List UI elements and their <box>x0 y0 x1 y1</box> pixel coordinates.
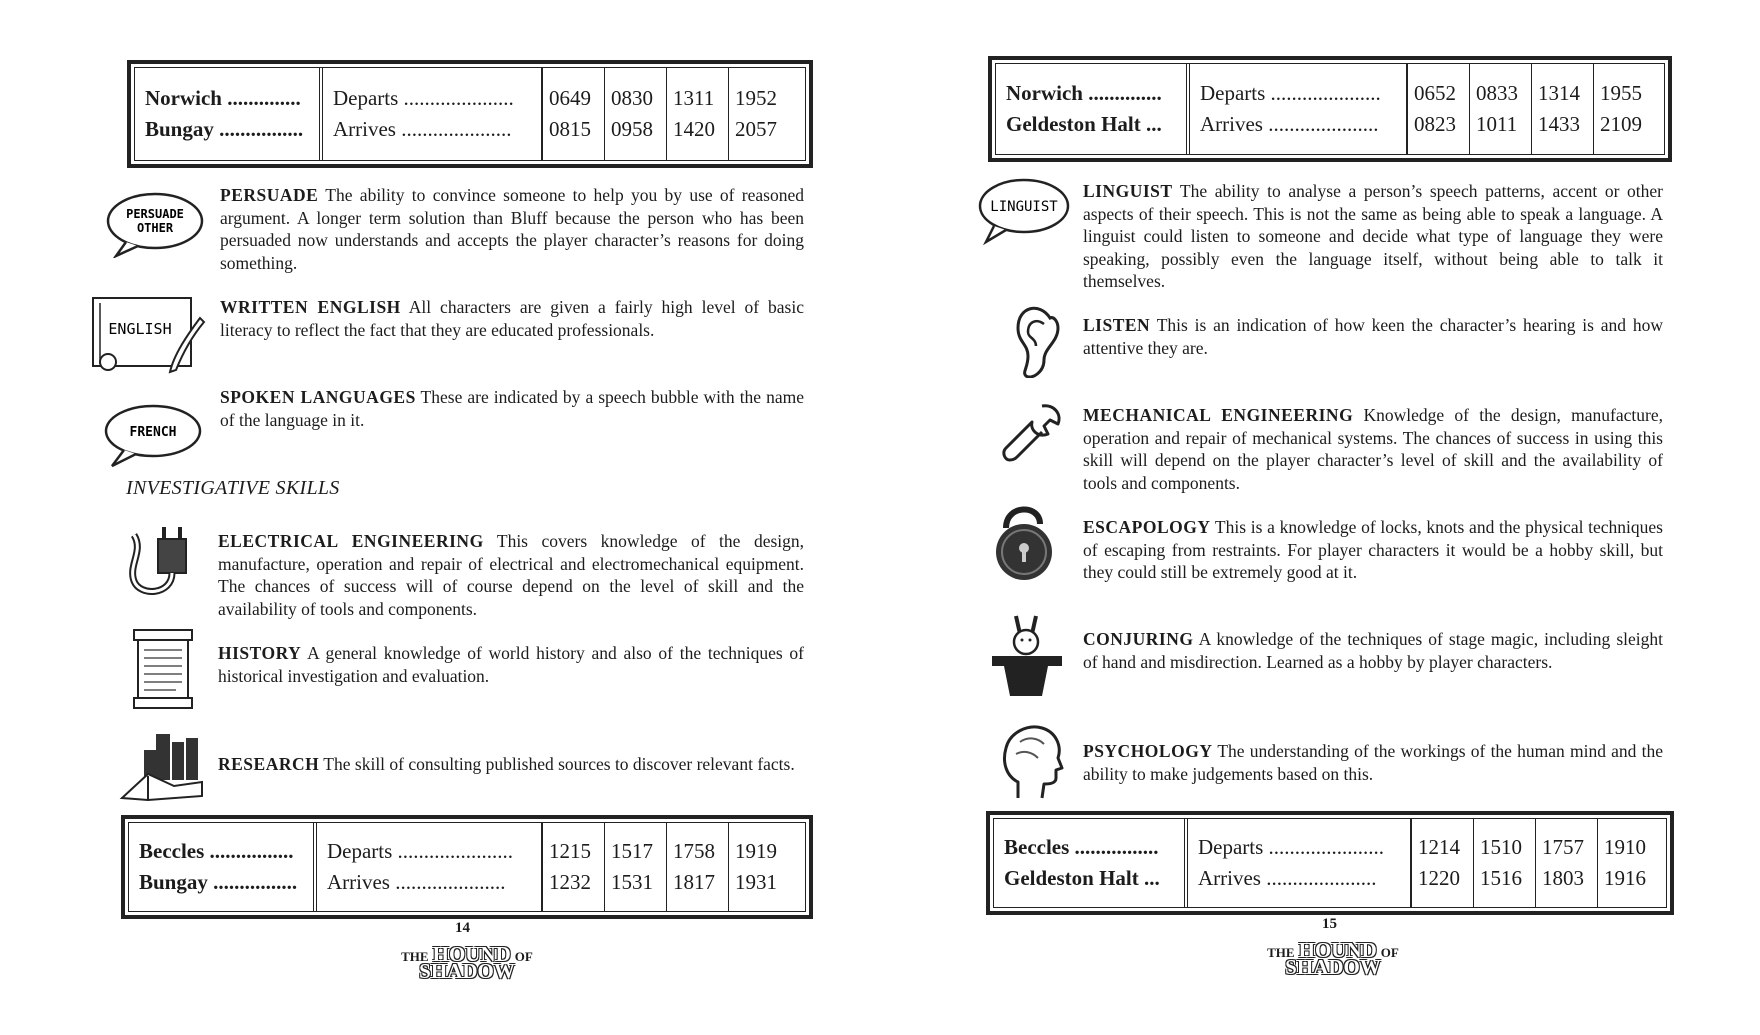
skill-entry-history: HISTORY A general knowledge of world history and also of the techniques of historical investigation and evaluation. <box>218 643 804 686</box>
english-book-quill-icon <box>90 294 208 376</box>
rabbit-in-hat-icon <box>990 612 1064 698</box>
page-number: 14 <box>455 920 470 936</box>
time-column: 1955 2109 <box>1593 64 1662 154</box>
svg-text:OTHER: OTHER <box>136 221 174 235</box>
arrives-label: Arrives ..................... <box>333 117 512 141</box>
timetable-bottom-right <box>986 811 1674 915</box>
skill-entry-persuade: PERSUADE The ability to convince someone to help you by use of reasoned argument. A longer term solution than Bluff because the person who has been persuaded now understands and accepts the player character’s reasons for doing something. <box>220 185 804 273</box>
skill-entry-written-english: WRITTEN ENGLISH All characters are given a fairly high level of basic literacy to reflect the fact that they are educated professionals. <box>220 297 805 340</box>
time-column: 1510 1516 <box>1473 819 1535 907</box>
station-destination: Bungay ................ <box>139 870 298 894</box>
station-destination: Bungay ................ <box>145 117 304 141</box>
hound-of-shadow-logo: THE HOUND OF SHADOW <box>1267 938 1399 979</box>
french-speech-bubble-icon <box>102 402 204 468</box>
departs-label: Departs ..................... <box>333 86 514 110</box>
time-column: 1311 1420 <box>666 68 728 160</box>
station-origin: Beccles ................ <box>1004 835 1159 859</box>
svg-text:LINGUIST: LINGUIST <box>990 199 1058 215</box>
skill-entry-conjuring: CONJURING A knowledge of the techniques of stage magic, including sleight of hand and misdirection. Learned as a hobby by player characters. <box>1083 629 1663 672</box>
right-page <box>880 0 1760 1035</box>
skill-entry-electrical-engineering: ELECTRICAL ENGINEERING This covers knowledge of the design, manufacture, operation and repair of electrical and electromechanical equipment. The chances of success will of course depend on the level of skill and the availability of tools and components. <box>218 531 805 619</box>
time-column: 1919 1931 <box>728 823 801 911</box>
skill-entry-linguist: LINGUIST The ability to analyse a person’s speech patterns, accent or other aspects of their speech. This is not the same as being able to speak a language. A linguist could listen to someone and decide what type of language they were speaking, possibly even the language itself, without being able to talk it themselves. <box>1083 181 1663 291</box>
hound-of-shadow-logo: THE HOUND OF SHADOW <box>401 942 533 983</box>
time-column: 0649 0815 <box>542 68 604 160</box>
svg-text:ENGLISH: ENGLISH <box>108 320 172 338</box>
page-number: 15 <box>1322 916 1337 932</box>
skill-entry-research: RESEARCH The skill of consulting published sources to discover relevant facts. <box>218 754 795 774</box>
skill-entry-spoken-languages: SPOKEN LANGUAGES These are indicated by a speech bubble with the name of the language in it. <box>220 387 804 430</box>
arrives-label: Arrives ..................... <box>1200 112 1379 136</box>
time-column: 1757 1803 <box>1535 819 1597 907</box>
timetable-top-right <box>988 56 1672 162</box>
scroll-icon <box>128 628 198 710</box>
departs-label: Departs ...................... <box>1198 835 1385 859</box>
linguist-speech-bubble-icon <box>976 176 1072 246</box>
time-column: 1952 2057 <box>728 68 801 160</box>
station-destination: Geldeston Halt ... <box>1004 866 1160 890</box>
departs-label: Departs ..................... <box>1200 81 1381 105</box>
station-origin: Norwich .............. <box>145 86 301 110</box>
departs-label: Departs ...................... <box>327 839 514 863</box>
time-column: 1517 1531 <box>604 823 666 911</box>
svg-text:FRENCH: FRENCH <box>129 425 177 440</box>
skill-entry-listen: LISTEN This is an indication of how keen the character’s hearing is and how attentive they are. <box>1083 315 1663 358</box>
time-column: 0652 0823 <box>1407 64 1469 154</box>
ear-icon <box>1014 302 1064 378</box>
arrives-label: Arrives ..................... <box>1198 866 1377 890</box>
station-origin: Beccles ................ <box>139 839 294 863</box>
books-icon <box>118 730 206 802</box>
time-column: 1314 1433 <box>1531 64 1593 154</box>
section-heading-investigative-skills: INVESTIGATIVE SKILLS <box>126 477 340 499</box>
skill-entry-mechanical-engineering: MECHANICAL ENGINEERING Knowledge of the design, manufacture, operation and repair of mechanical systems. The chances of success in using this skill will depend on the player character’s level of skill and the availability of tools and components. <box>1083 405 1663 493</box>
arrives-label: Arrives ..................... <box>327 870 506 894</box>
timetable-top-left <box>127 60 813 168</box>
padlock-icon <box>988 498 1062 582</box>
station-destination: Geldeston Halt ... <box>1006 112 1162 136</box>
time-column: 1215 1232 <box>542 823 604 911</box>
svg-text:PERSUADE: PERSUADE <box>126 207 184 221</box>
skill-entry-psychology: PSYCHOLOGY The understanding of the workings of the human mind and the ability to make judgements based on this. <box>1083 741 1663 784</box>
timetable-bottom-left <box>121 815 813 919</box>
time-column: 1758 1817 <box>666 823 728 911</box>
wrench-icon <box>998 402 1064 464</box>
skill-entry-escapology: ESCAPOLOGY This is a knowledge of locks, knots and the physical techniques of escaping from restraints. For player characters it would be a hobby skill, but they could still be extremely good at it. <box>1083 517 1663 582</box>
station-origin: Norwich .............. <box>1006 81 1162 105</box>
time-column: 0830 0958 <box>604 68 666 160</box>
electrical-plug-icon <box>120 525 200 603</box>
head-profile-icon <box>998 722 1064 802</box>
time-column: 0833 1011 <box>1469 64 1531 154</box>
persuade-speech-bubble-icon <box>104 190 206 258</box>
time-column: 1910 1916 <box>1597 819 1666 907</box>
time-column: 1214 1220 <box>1411 819 1473 907</box>
